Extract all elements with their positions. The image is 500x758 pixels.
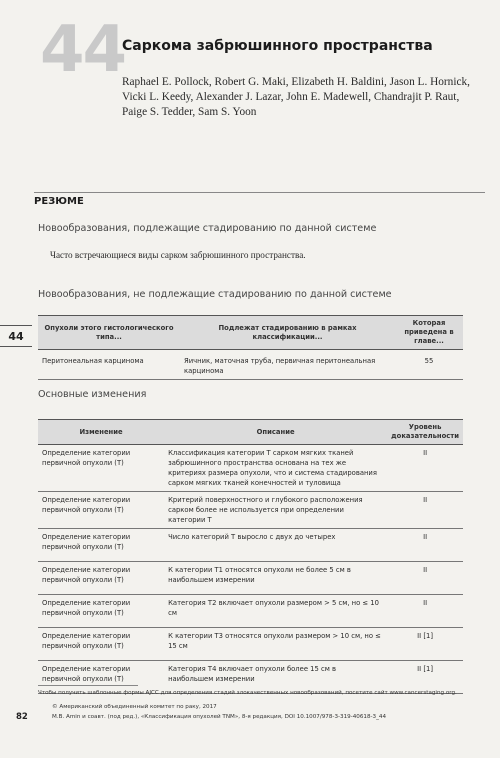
- table-cell: 55: [395, 350, 463, 380]
- column-header: Подлежат стадированию в рамках классификации...: [180, 316, 395, 350]
- not-staged-table: [38, 315, 463, 380]
- table-row: [38, 562, 463, 595]
- footnote: Чтобы получить шаблонные формы AJCC для определения стадий злокачественных новообразований, посетите сайт www.cancerstaging.org.: [38, 690, 457, 696]
- table-cell: Перитонеальная карцинома: [38, 350, 180, 380]
- changes-table: [38, 419, 463, 694]
- side-chapter-tab: 44: [0, 325, 32, 347]
- table-cell: К категории T1 относятся опухоли не более 5 см в наибольшем измерении: [164, 562, 387, 595]
- column-header: Опухоли этого гистологического типа...: [38, 316, 180, 350]
- table-cell: Категория T2 включает опухоли размером > 5 см, но ≤ 10 см: [164, 595, 387, 628]
- table-cell: Число категорий T выросло с двух до четырех: [164, 529, 387, 562]
- citation: M.B. Amin и соавт. (под ред.), «Классификация опухолей TNM», 8-я редакция, DOI 10.1007/978-3-319-40618-3_44: [52, 714, 386, 720]
- summary-divider: [34, 192, 485, 193]
- table-cell: Яичник, маточная труба, первичная перитонеальная карцинома: [180, 350, 395, 380]
- column-header: Изменение: [38, 420, 164, 445]
- table-cell: II: [387, 529, 463, 562]
- chapter-title: Саркома забрюшинного пространства: [122, 38, 433, 54]
- page-number: 82: [16, 712, 28, 722]
- footnote-divider: [38, 685, 138, 686]
- copyright: © Американский объединенный комитет по раку, 2017: [52, 704, 217, 710]
- table-cell: К категории T3 относятся опухоли размером > 10 см, но ≤ 15 см: [164, 628, 387, 661]
- changes-heading: Основные изменения: [38, 389, 147, 400]
- staged-text: Часто встречающиеся виды сарком забрюшинного пространства.: [50, 250, 306, 260]
- table-header-row: [38, 316, 463, 350]
- table-row: [38, 595, 463, 628]
- table-cell: Определение категории первичной опухоли (T): [38, 445, 164, 492]
- column-header: Описание: [164, 420, 387, 445]
- table-cell: Определение категории первичной опухоли (T): [38, 529, 164, 562]
- table-row: [38, 628, 463, 661]
- table-cell: Определение категории первичной опухоли (T): [38, 562, 164, 595]
- table-header-row: [38, 420, 463, 445]
- table-row: [38, 350, 463, 380]
- column-header: Которая приведена в главе...: [395, 316, 463, 350]
- table-cell: II [1]: [387, 628, 463, 661]
- summary-label: РЕЗЮМЕ: [34, 196, 84, 207]
- table-cell: Классификация категории T сарком мягких тканей забрюшинного пространства основана на тех же критериях размера опухоли, что и система стадирования сарком мягких тканей конечностей и туловища: [164, 445, 387, 492]
- authors: Raphael E. Pollock, Robert G. Maki, Elizabeth H. Baldini, Jason L. Hornick, Vicki L. Keedy, Alexander J. Lazar, John E. Madewell, Chandrajit P. Raut, Paige S. Tedder, Sam S. Yoon: [122, 76, 470, 118]
- table-cell: Определение категории первичной опухоли (T): [38, 661, 164, 694]
- column-header: Уровень доказательности: [387, 420, 463, 445]
- table-cell: II: [387, 492, 463, 529]
- table-cell: II: [387, 562, 463, 595]
- table-row: [38, 661, 463, 694]
- table-row: [38, 445, 463, 492]
- chapter-number: 44: [40, 13, 126, 87]
- table-cell: II [1]: [387, 661, 463, 694]
- staged-heading: Новообразования, подлежащие стадированию по данной системе: [38, 223, 377, 234]
- table-cell: Определение категории первичной опухоли (T): [38, 595, 164, 628]
- not-staged-heading: Новообразования, не подлежащие стадированию по данной системе: [38, 289, 392, 300]
- table-cell: Категория T4 включает опухоли более 15 см в наибольшем измерении: [164, 661, 387, 694]
- table-cell: II: [387, 595, 463, 628]
- table-cell: Критерий поверхностного и глубокого расположения сарком более не используется при определении категории T: [164, 492, 387, 529]
- table-row: [38, 492, 463, 529]
- table-cell: Определение категории первичной опухоли (T): [38, 492, 164, 529]
- table-cell: II: [387, 445, 463, 492]
- table-row: [38, 529, 463, 562]
- table-cell: Определение категории первичной опухоли (T): [38, 628, 164, 661]
